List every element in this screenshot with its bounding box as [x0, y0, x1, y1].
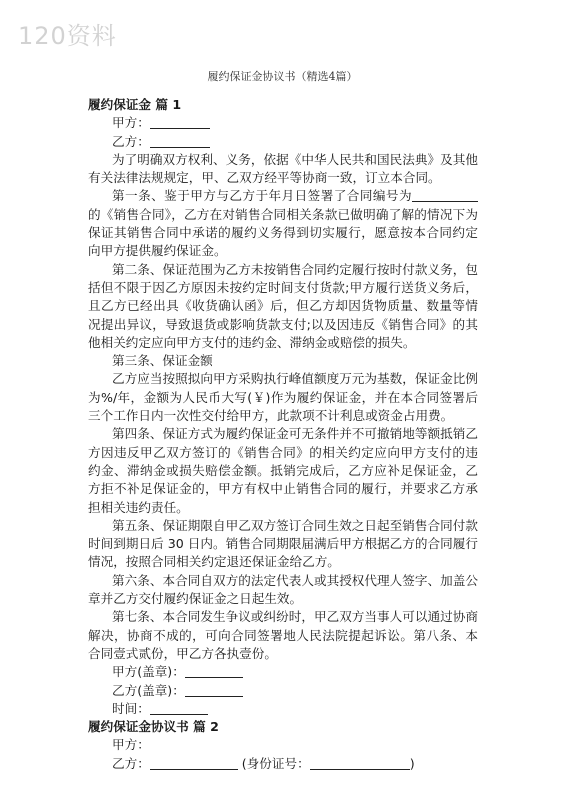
doc2-party-a-label: 甲方：: [112, 737, 150, 753]
sign-b-label: 乙方(盖章)：: [112, 682, 185, 698]
party-b-label: 乙方：: [112, 133, 150, 149]
document-title: 履约保证金协议书（精选4篇）: [207, 70, 358, 83]
doc2-party-b-label: 乙方：: [112, 755, 150, 771]
article-6: 第六条、本合同自双方的法定代表人或其授权代理人签字、加盖公章并乙方交付履约保证金之日起生效。: [88, 572, 478, 607]
article-5: 第五条、保证期限自甲乙双方签订合同生效之日起至销售合同付款时间到期日后 30 日内。销售合同期限届满后甲方根据乙方的合同履行情况，按照合同相关约定退还保证金给乙方。: [88, 517, 478, 570]
contract-number-blank: [412, 189, 478, 202]
article-3: 乙方应当按照拟向甲方采购执行峰值额度万元为基数，保证金比例为%/年，金额为人民币大写(￥)作为履约保证金，并在本合同签署后三个工作日内一次性交付给甲方，此款项不计利息或资金占用费。: [88, 371, 478, 424]
watermark: 120资料: [18, 22, 117, 50]
document-body: [88, 96, 478, 773]
sign-a-blank: [185, 665, 243, 678]
sign-b-line: [88, 682, 478, 700]
section-heading-2: 履约保证金协议书 篇 2: [88, 719, 219, 735]
article-1-start: 第一条、鉴于甲方与乙方于年月日签署了合同编号为: [112, 188, 412, 204]
id-number-label: (身份证号：: [241, 755, 310, 771]
sign-a-line: [88, 663, 478, 681]
id-number-blank: [310, 757, 410, 770]
article-1: [88, 187, 478, 260]
time-label: 时间：: [112, 700, 150, 716]
party-a-label: 甲方：: [112, 115, 150, 131]
sign-a-label: 甲方(盖章)：: [112, 664, 185, 680]
article-7: 第七条、本合同发生争议或纠纷时，甲乙双方当事人可以通过协商解决，协商不成的，可向合同签署地人民法院提起诉讼。第八条、本合同壹式贰份，甲乙方各执壹份。: [88, 609, 478, 661]
party-b-blank: [150, 135, 210, 148]
section-heading-1: 履约保证金 篇 1: [88, 97, 182, 112]
intro-paragraph: 为了明确双方权利、义务，依据《中华人民共和国民法典》及其他有关法律法规规定，甲、乙双方经平等协商一致，订立本合同。: [88, 151, 478, 186]
time-blank: [150, 702, 208, 715]
id-number-close: ): [409, 755, 415, 771]
sign-b-blank: [185, 684, 243, 697]
party-b-line: [88, 133, 478, 151]
doc2-party-b-blank: [150, 757, 238, 770]
doc2-party-b-line: [88, 755, 478, 773]
doc2-party-a-line: [88, 736, 478, 754]
party-a-line: [88, 114, 478, 132]
article-4: 第四条、保证方式为履约保证金可无条件并不可撤销地等额抵销乙方因违反甲乙双方签订的《销售合同》的相关约定应向甲方支付的违约金、滞纳金或损失赔偿金额。抵销完成后，乙方应补足保证金，乙方拒不补足保证金的，甲方有权中止销售合同的履行，并要求乙方承担相关违约责任。: [88, 426, 478, 515]
article-1-rest: 的《销售合同》，乙方在对销售合同相关条款已做明确了解的情况下为保证其销售合同中承诺的履约义务得到切实履行，愿意按本合同约定向甲方提供履约保证金。: [88, 206, 478, 259]
time-line: [88, 700, 478, 718]
article-3-heading: 第三条、保证金额: [112, 353, 213, 369]
article-2: 第二条、保证范围为乙方未按销售合同约定履行按时付款义务，包括但不限于因乙方原因未按约定时间支付货款;甲方履行送货义务后，且乙方已经出具《收货确认函》后，但乙方却因货物质量、数量等情况提出异议，导致退货或影响货款支付;以及因违反《销售合同》的其他相关约定应向甲方支付的违约金、滞纳金或赔偿的损失。: [88, 261, 478, 350]
party-a-blank: [150, 116, 210, 129]
